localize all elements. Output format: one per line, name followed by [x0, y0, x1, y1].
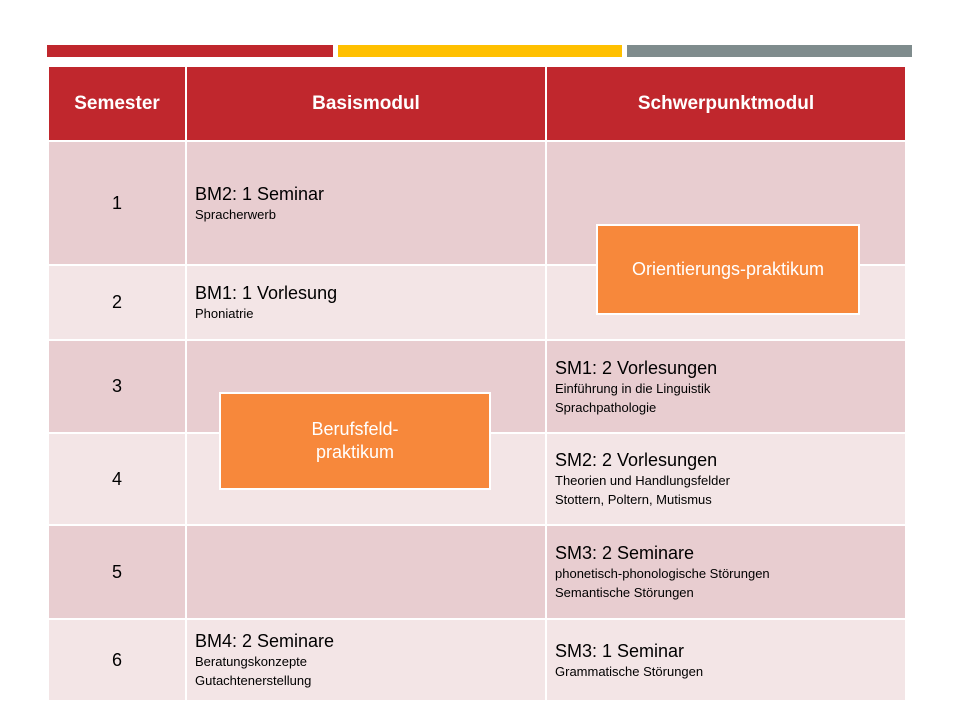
semester-cell: 4 [48, 433, 186, 525]
berufsfeldpraktikum-label-line2: praktikum [315, 442, 394, 462]
module-detail: Sprachpathologie [555, 399, 657, 415]
accent-bar-gray [627, 45, 912, 57]
accent-bar-yellow [338, 45, 622, 57]
schwerpunktmodul-cell [546, 340, 906, 433]
table-header-row [48, 66, 906, 141]
module-detail: phonetisch-phonologische Störungen [555, 566, 770, 581]
berufsfeldpraktikum-label-line1: Berufsfeld- [311, 419, 399, 439]
module-detail: Spracherwerb [195, 206, 276, 222]
accent-bar-red [47, 45, 333, 57]
berufsfeldpraktikum-callout [219, 392, 491, 490]
module-detail: Theorien und Handlungsfelder [555, 473, 730, 488]
basismodul-cell [186, 265, 546, 340]
table-row [48, 525, 906, 619]
orientierungspraktikum-label: Orientierungs-praktikum [631, 259, 825, 279]
module-title: SM3: 1 Seminar [555, 640, 685, 661]
orientierungspraktikum-callout [596, 224, 860, 315]
basismodul-cell [186, 525, 546, 619]
basismodul-cell [186, 141, 546, 265]
schwerpunktmodul-cell [546, 619, 906, 701]
table-row [48, 619, 906, 701]
module-title: BM1: 1 Vorlesung [195, 283, 338, 303]
semester-cell: 2 [48, 265, 186, 340]
module-title: SM3: 2 Seminare [555, 543, 695, 563]
semester-cell: 6 [48, 619, 186, 701]
semester-cell: 3 [48, 340, 186, 433]
schwerpunktmodul-cell [546, 433, 906, 525]
semester-cell: 5 [48, 525, 186, 619]
basismodul-cell [186, 619, 546, 701]
module-title: BM4: 2 Seminare [195, 631, 335, 651]
module-detail: Beratungskonzepte [195, 654, 308, 669]
module-detail: Einführung in die Linguistik [555, 380, 711, 396]
module-detail: Stottern, Poltern, Mutismus [555, 492, 712, 507]
module-detail: Semantische Störungen [555, 585, 694, 600]
module-title: SM1: 2 Vorlesungen [555, 357, 718, 378]
module-title: BM2: 1 Seminar [195, 183, 325, 204]
header-schwerpunktmodul: Schwerpunktmodul [546, 66, 906, 141]
module-title: SM2: 2 Vorlesungen [555, 450, 718, 470]
module-detail: Grammatische Störungen [555, 663, 704, 679]
module-detail: Phoniatrie [195, 306, 254, 321]
study-plan-table [47, 65, 907, 702]
module-detail: Gutachtenerstellung [195, 673, 312, 688]
header-basismodul: Basismodul [186, 66, 546, 141]
schwerpunktmodul-cell [546, 525, 906, 619]
semester-cell: 1 [48, 141, 186, 265]
header-semester: Semester [48, 66, 186, 141]
